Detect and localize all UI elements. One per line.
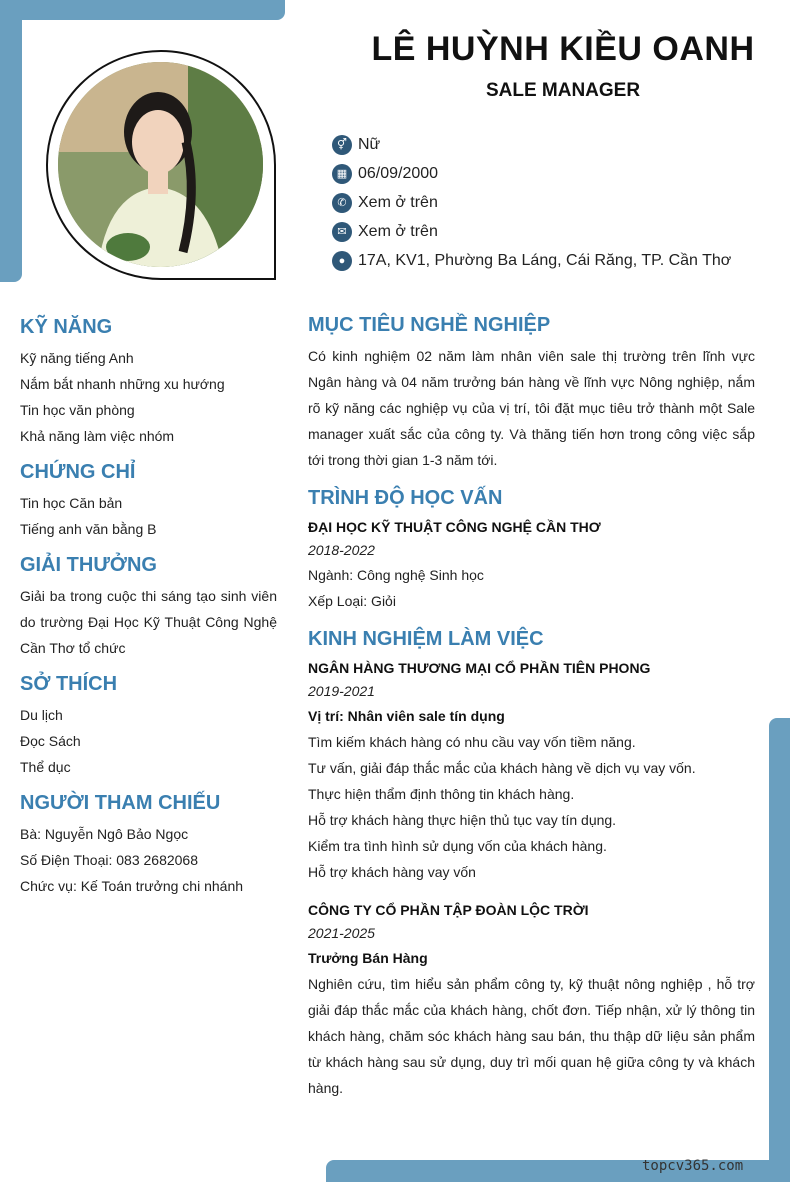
objective-section xyxy=(308,314,755,473)
awards-title: GIẢI THƯỞNG xyxy=(20,554,157,576)
experience-section xyxy=(308,628,755,1101)
contact-birthday-text: 06/09/2000 xyxy=(358,164,439,182)
job-title: SALE MANAGER xyxy=(485,80,641,101)
job-entry xyxy=(308,899,755,1101)
hobbies-title: SỞ THÍCH xyxy=(20,673,118,695)
list-item: Tư vấn, giải đáp thắc mắc của khách hàng về dịch vụ vay vốn. xyxy=(308,760,696,776)
references-section xyxy=(20,792,277,899)
list-item: Bà: Nguyễn Ngô Bảo Ngọc xyxy=(20,826,189,842)
education-major: Ngành: Công nghệ Sinh học xyxy=(308,567,484,583)
list-item: Tìm kiếm khách hàng có nhu cầu vay vốn tiềm năng. xyxy=(308,734,636,750)
list-item: Hỗ trợ khách hàng vay vốn xyxy=(308,864,476,880)
awards-section xyxy=(20,554,277,661)
list-item: Du lịch xyxy=(20,707,63,723)
certificates-title: CHỨNG CHỈ xyxy=(20,461,136,483)
list-item: Tiếng anh văn bằng B xyxy=(20,521,157,537)
references-title: NGƯỜI THAM CHIẾU xyxy=(20,792,221,814)
job-period: 2019-2021 xyxy=(308,683,375,699)
contact-info xyxy=(332,130,731,275)
list-item: Tin học Căn bản xyxy=(20,495,123,511)
education-section xyxy=(308,487,755,614)
job-period: 2021-2025 xyxy=(308,925,375,941)
contact-address xyxy=(332,246,731,275)
list-item: Tin học văn phòng xyxy=(20,402,135,418)
job-entry xyxy=(308,657,755,885)
calendar-icon: ▦ xyxy=(332,164,352,184)
left-column xyxy=(20,316,277,911)
objective-title: MỤC TIÊU NGHỀ NGHIỆP xyxy=(308,314,551,336)
contact-gender xyxy=(332,130,731,159)
company-name: NGÂN HÀNG THƯƠNG MẠI CỔ PHẦN TIÊN PHONG xyxy=(308,660,651,676)
location-icon: ● xyxy=(332,251,352,271)
list-item: Hỗ trợ khách hàng thực hiện thủ tục vay tín dụng. xyxy=(308,812,617,828)
contact-email xyxy=(332,217,731,246)
objective-text: Có kinh nghiệm 02 năm làm nhân viên sale thị trường trên lĩnh vực Ngân hàng và 04 năm trưởng bán hàng về lĩnh vực Nông nghiệp, nắm rõ kỹ năng các nghiệp vụ của vị trí, tôi đặt mục tiêu trở thành một Sale manager xuất sắc của công ty. Và thăng tiến hơn trong công việc sắp tới trong thời gian 1-3 năm tới. xyxy=(308,348,755,468)
hobbies-section xyxy=(20,673,277,780)
contact-gender-text: Nữ xyxy=(358,135,381,153)
certificates-section xyxy=(20,461,277,542)
decor-bar-right xyxy=(769,718,790,1182)
list-item: Đọc Sách xyxy=(20,733,81,749)
contact-phone xyxy=(332,188,731,217)
list-item: Số Điện Thoại: 083 2682068 xyxy=(20,852,198,868)
job-description: Nghiên cứu, tìm hiểu sản phẩm công ty, kỹ thuật nông nghiệp , hỗ trợ giải đáp thắc mắc của khách hàng, chốt đơn. Tiếp nhận, xử lý thông tin khách hàng, chăm sóc khách hàng sau bán, thu thập dữ liệu sản phẩm từ khách hàng sau sử dụng, duy trì mối quan hệ giữa công ty và khách hàng. xyxy=(308,976,755,1096)
contact-email-text: Xem ở trên xyxy=(358,222,438,240)
gender-icon: ⚥ xyxy=(332,135,352,155)
watermark: topcv365.com xyxy=(642,1158,744,1174)
skills-title: KỸ NĂNG xyxy=(20,316,113,338)
mail-icon: ✉ xyxy=(332,222,352,242)
list-item: Chức vụ: Kế Toán trưởng chi nhánh xyxy=(20,878,244,894)
list-item: Thực hiện thẩm định thông tin khách hàng. xyxy=(308,786,575,802)
profile-photo xyxy=(58,62,263,267)
education-period: 2018-2022 xyxy=(308,542,375,558)
job-role: Vị trí: Nhân viên sale tín dụng xyxy=(308,708,505,724)
list-item: Thể dục xyxy=(20,759,71,775)
job-role: Trưởng Bán Hàng xyxy=(308,950,428,966)
education-title: TRÌNH ĐỘ HỌC VẤN xyxy=(308,487,503,509)
list-item: Khả năng làm việc nhóm xyxy=(20,428,175,444)
list-item: Kỹ năng tiếng Anh xyxy=(20,350,134,366)
decor-bar-top xyxy=(0,0,285,20)
decor-bar-left xyxy=(0,0,22,282)
right-column xyxy=(308,314,755,1115)
awards-text: Giải ba trong cuộc thi sáng tạo sinh viên do trường Đại Học Kỹ Thuật Công Nghệ Cần Thơ tổ chức xyxy=(20,588,277,656)
phone-icon: ✆ xyxy=(332,193,352,213)
contact-phone-text: Xem ở trên xyxy=(358,193,438,211)
education-grade: Xếp Loại: Giỏi xyxy=(308,593,396,609)
candidate-name: LÊ HUỲNH KIỀU OANH xyxy=(371,30,755,68)
contact-address-text: 17A, KV1, Phường Ba Láng, Cái Răng, TP. Cần Thơ xyxy=(358,251,732,269)
company-name: CÔNG TY CỔ PHẦN TẬP ĐOÀN LỘC TRỜI xyxy=(308,902,589,918)
list-item: Nắm bắt nhanh những xu hướng xyxy=(20,376,225,392)
school-name: ĐẠI HỌC KỸ THUẬT CÔNG NGHỆ CẦN THƠ xyxy=(308,519,601,535)
experience-title: KINH NGHIỆM LÀM VIỆC xyxy=(308,628,544,650)
skills-section xyxy=(20,316,277,449)
list-item: Kiểm tra tình hình sử dụng vốn của khách hàng. xyxy=(308,838,607,854)
contact-birthday xyxy=(332,159,731,188)
